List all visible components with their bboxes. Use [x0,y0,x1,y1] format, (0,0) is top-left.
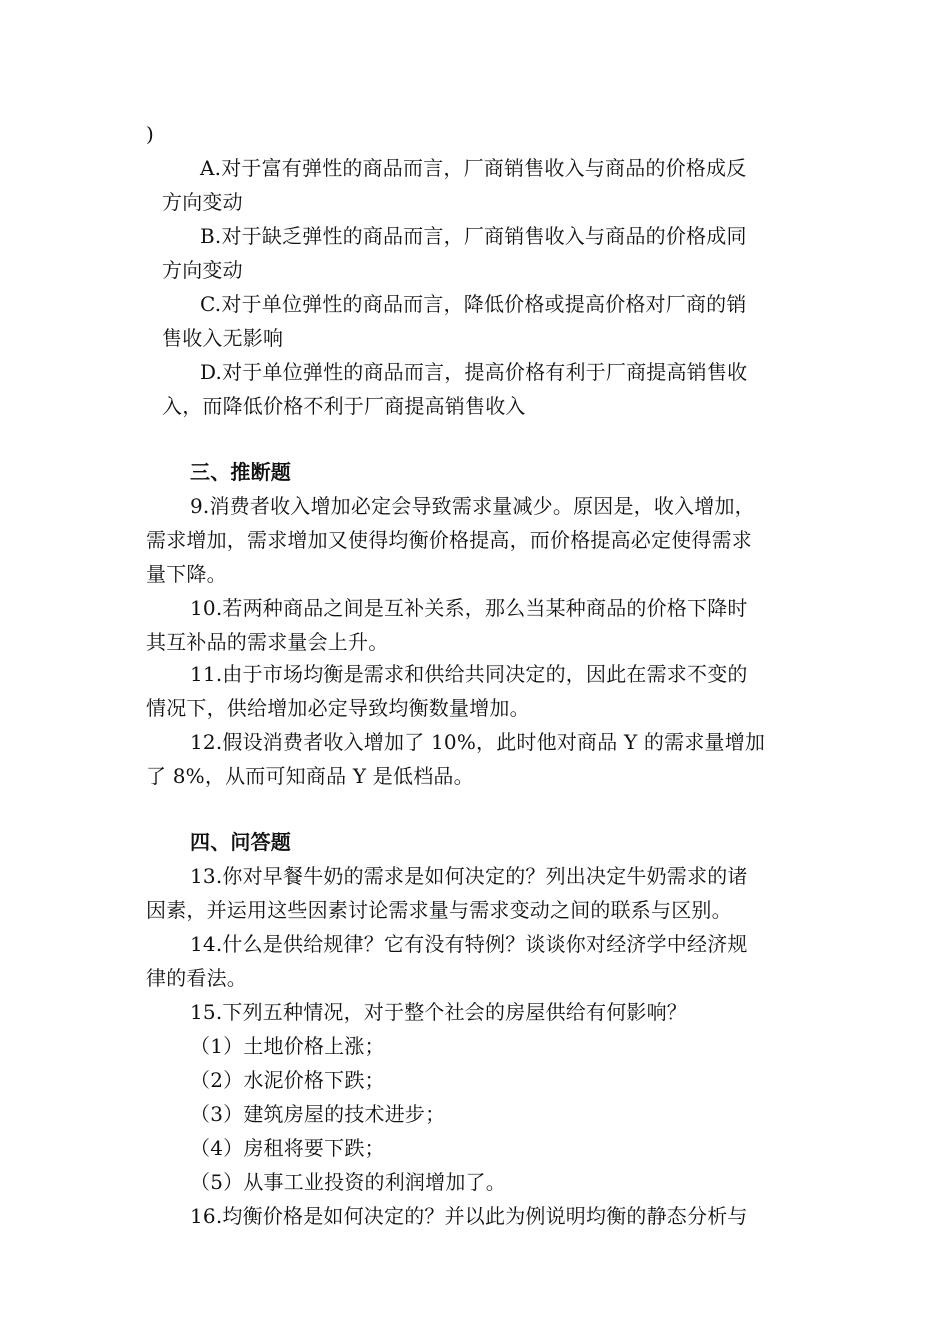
q10-line-1: 10.若两种商品之间是互补关系，那么当某种商品的价格下降时 [190,596,748,620]
continuation-paren: ) [146,122,155,146]
q15-item-5: （5）从事工业投资的利润增加了。 [190,1170,506,1194]
option-b-line-2: 方向变动 [162,258,243,282]
q15-item-3: （3）建筑房屋的技术进步； [190,1102,446,1126]
q15-item-1: （1）土地价格上涨； [190,1034,385,1058]
section-3-heading: 三、推断题 [190,460,291,484]
q9-line-2: 需求增加，需求增加又使得均衡价格提高，而价格提高必定使得需求 [146,528,752,552]
option-a-line-1: A.对于富有弹性的商品而言，厂商销售收入与商品的价格成反 [200,156,747,180]
q12-line-1: 12.假设消费者收入增加了 10%，此时他对商品 Y 的需求量增加 [190,730,766,754]
q15-item-4: （4）房租将要下跌； [190,1136,385,1160]
q13-line-1: 13.你对早餐牛奶的需求是如何决定的？列出决定牛奶需求的诸 [190,864,748,888]
q13-line-2: 因素，并运用这些因素讨论需求量与需求变动之间的联系与区别。 [146,898,732,922]
q10-line-2: 其互补品的需求量会上升。 [146,630,389,654]
q14-line-2: 律的看法。 [146,966,247,990]
q11-line-2: 情况下，供给增加必定导致均衡数量增加。 [146,696,530,720]
q9-line-1: 9.消费者收入增加必定会导致需求量减少。原因是，收入增加， [190,494,755,518]
option-d-line-2: 入，而降低价格不利于厂商提高销售收入 [162,394,526,418]
option-c-line-1: C.对于单位弹性的商品而言，降低价格或提高价格对厂商的销 [200,292,747,316]
option-c-line-2: 售收入无影响 [162,326,284,350]
q14-line-1: 14.什么是供给规律？它有没有特例？谈谈你对经济学中经济规 [190,932,748,956]
option-a-line-2: 方向变动 [162,190,243,214]
q11-line-1: 11.由于市场均衡是需求和供给共同决定的，因此在需求不变的 [190,662,748,686]
q15-line-1: 15.下列五种情况，对于整个社会的房屋供给有何影响？ [190,1000,688,1024]
option-d-line-1: D.对于单位弹性的商品而言，提高价格有利于厂商提高销售收 [200,360,748,384]
q12-line-2: 了 8%，从而可知商品 Y 是低档品。 [146,764,474,788]
section-4-heading: 四、问答题 [190,830,291,854]
option-b-line-1: B.对于缺乏弹性的商品而言，厂商销售收入与商品的价格成同 [200,224,747,248]
q9-line-3: 量下降。 [146,562,227,586]
q16-line-1: 16.均衡价格是如何决定的？并以此为例说明均衡的静态分析与 [190,1204,748,1228]
q15-item-2: （2）水泥价格下跌； [190,1068,385,1092]
